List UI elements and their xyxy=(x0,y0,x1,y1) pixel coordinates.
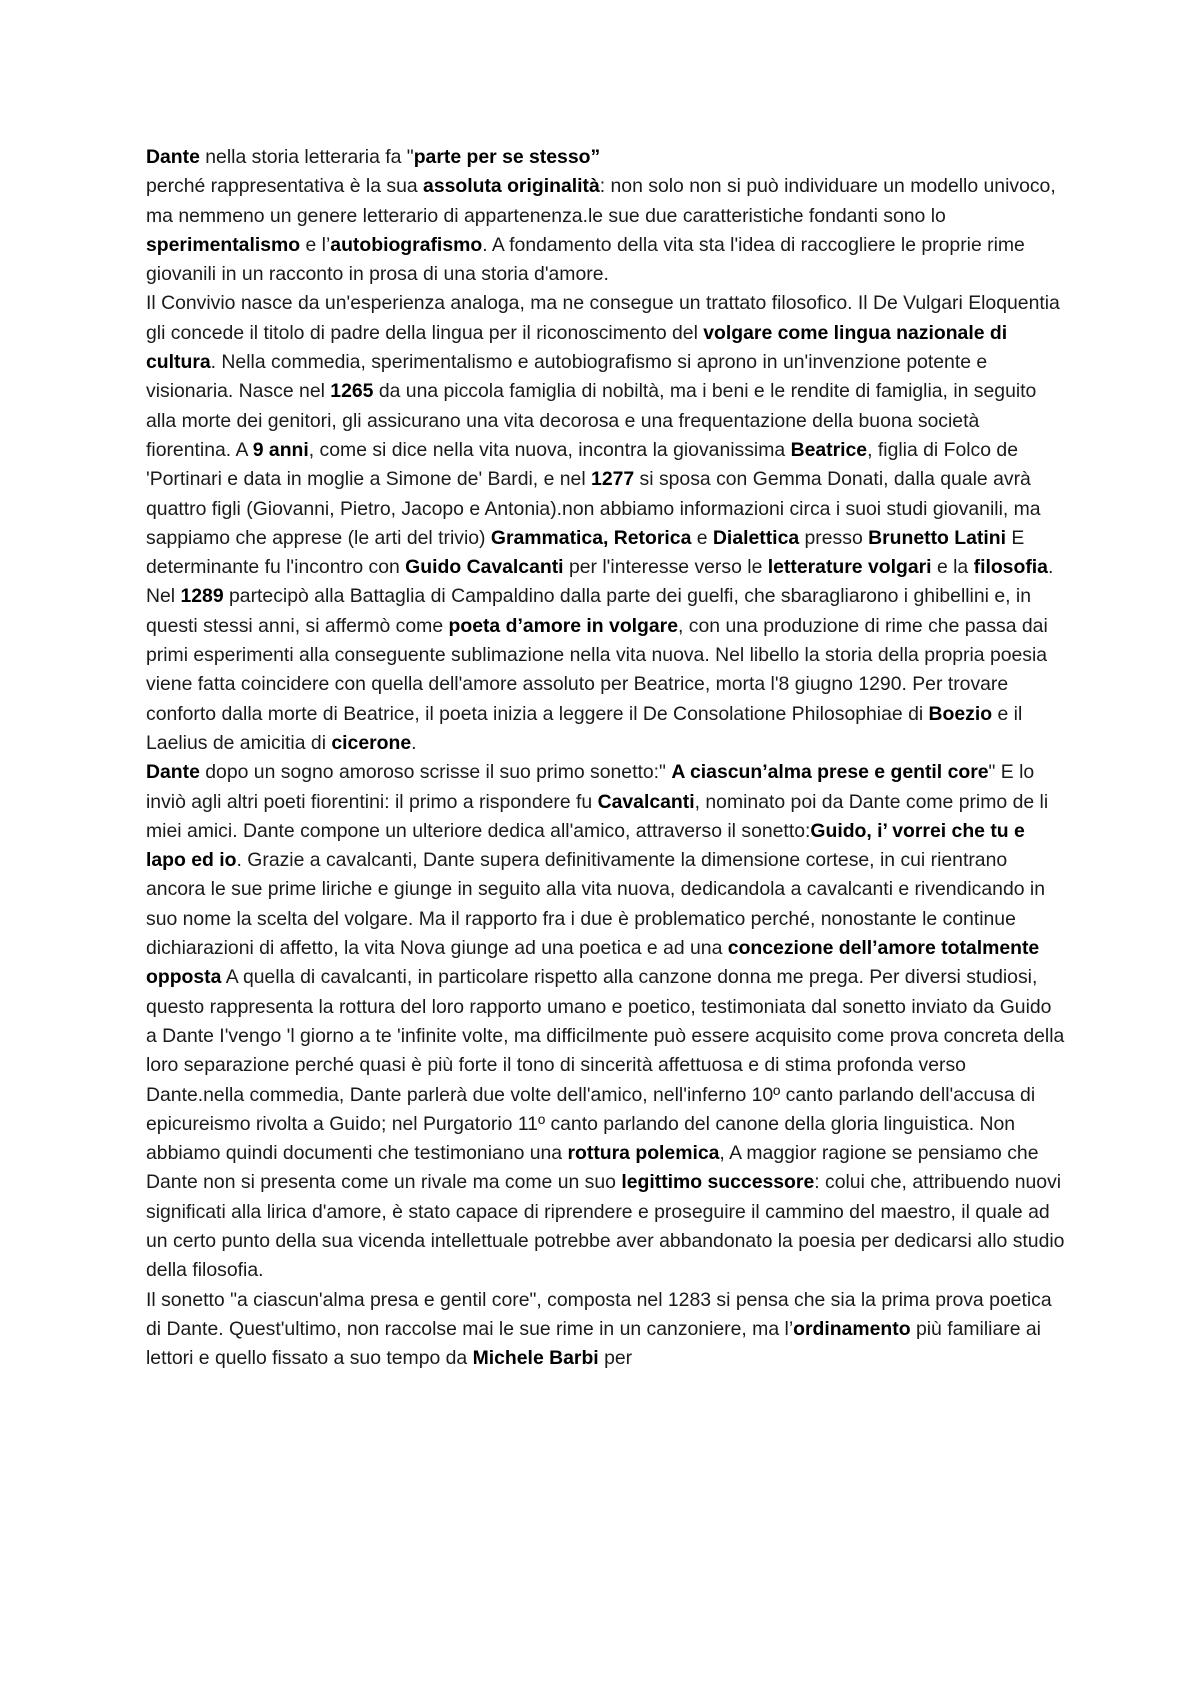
text-run: , come si dice nella vita nuova, incontra la giovanissima xyxy=(308,438,791,461)
text-run: presso xyxy=(799,526,869,549)
paragraph-title-line xyxy=(146,143,1066,172)
bold-run: ordinamento xyxy=(793,1317,911,1340)
bold-run: Dante xyxy=(146,146,200,168)
paragraph-sonetto xyxy=(146,1286,1066,1374)
bold-run: 1265 xyxy=(330,380,374,403)
bold-run: Guido, i’ vorrei che tu e lapo ed io xyxy=(146,819,1025,872)
text-run: per xyxy=(598,1347,633,1370)
text-run: Il Convivio nasce da un'esperienza analoga, ma ne consegue un trattato filosofico. Il De Vulgari Eloquentia gli concede il titolo di padre della lingua per il riconoscimento del xyxy=(146,292,1060,344)
paragraph-intro xyxy=(146,172,1066,289)
text-run: . xyxy=(411,731,417,754)
text-run: dopo un sogno amoroso scrisse il suo primo sonetto:" xyxy=(199,761,672,784)
bold-run: Dialettica xyxy=(712,526,800,549)
text-run: . Nel xyxy=(146,556,1054,608)
bold-run: autobiografismo xyxy=(330,233,483,256)
text-run: , con una produzione di rime che passa dai primi esperimenti alla conseguente sublimazione nella vita nuova. Nel libello la storia della propria poesia viene fatta coincidere con quella dell'amore assoluto per Beatrice, morta l'8 giugno 1290. Per trovare conforto dalla morte di Beatrice, il poeta inizia a leggere il De Consolatione Philosophiae di xyxy=(146,614,1048,725)
bold-run: Michele Barbi xyxy=(472,1347,599,1370)
text-run: , A maggior ragione se pensiamo che Dante non si presenta come un rivale ma come un suo xyxy=(146,1142,1039,1194)
bold-run: Boezio xyxy=(928,702,993,725)
text-run: perché rappresentativa è la sua xyxy=(146,175,424,198)
text-run: Il sonetto "a ciascun'alma presa e gentil core", composta nel 1283 si pensa che sia la prima prova poetica di Dante. Quest'ultimo, non raccolse mai le sue rime in un canzoniere, ma l’ xyxy=(146,1288,1052,1340)
bold-run: letterature volgari xyxy=(767,556,932,579)
text-run: : colui che, attribuendo nuovi significati alla lirica d'amore, è stato capace di riprendere e proseguire il cammino del maestro, il quale ad un certo punto della sua vicenda intellettuale potrebbe aver abbandonato la poesia per dedicarsi allo studio della filosofia. xyxy=(146,1171,1065,1282)
text-run: . Nella commedia, sperimentalismo e autobiografismo si aprono in un'invenzione potente e visionaria. Nasce nel xyxy=(146,351,988,403)
bold-run: legittimo successore xyxy=(621,1171,815,1194)
bold-run: sperimentalismo xyxy=(146,233,301,256)
paragraph-biography xyxy=(146,289,1066,758)
bold-run: 9 anni xyxy=(252,438,309,461)
bold-run: Guido Cavalcanti xyxy=(405,556,564,579)
text-run: e il Laelius de amicitia di xyxy=(146,702,1023,754)
text-run: e la xyxy=(931,556,974,579)
bold-run: Grammatica, Retorica xyxy=(490,526,692,549)
text-run: si sposa con Gemma Donati, dalla quale avrà quattro figli (Giovanni, Pietro, Jacopo e Antonia).non abbiamo informazioni circa i suoi studi giovanili, ma sappiamo che apprese (le arti del trivio) xyxy=(146,468,1041,549)
text-run: , figlia di Folco de 'Portinari e data in moglie a Simone de' Bardi, e nel xyxy=(146,438,1018,491)
text-run: E determinante fu l'incontro con xyxy=(146,526,1025,579)
bold-run: cicerone xyxy=(331,731,412,754)
text-run: più familiare ai lettori e quello fissato a suo tempo da xyxy=(146,1317,1041,1370)
bold-run: Cavalcanti xyxy=(597,790,695,813)
bold-run: filosofia xyxy=(973,556,1048,579)
bold-run: 1289 xyxy=(180,585,224,608)
bold-run: concezione dell’amore totalmente opposta xyxy=(146,937,1040,989)
text-run: e l’ xyxy=(300,233,331,256)
text-run: : non solo non si può individuare un modello univoco, ma nemmeno un genere letterario di appartenenza.le sue due caratteristiche fondanti sono lo xyxy=(146,175,1056,227)
bold-run: Dante xyxy=(146,761,200,784)
text-run: , nominato poi da Dante come primo de li miei amici. Dante compone un ulteriore dedica all'amico, attraverso il sonetto: xyxy=(146,790,1049,842)
bold-run: rottura polemica xyxy=(567,1142,720,1165)
bold-run: 1277 xyxy=(591,468,635,491)
bold-run: Beatrice xyxy=(790,438,868,461)
text-run: . A fondamento della vita sta l'idea di raccogliere le proprie rime giovanili in un racconto in prosa di una storia d'amore. xyxy=(146,233,1025,286)
bold-run: Brunetto Latini xyxy=(868,526,1006,549)
bold-run: poeta d’amore in volgare xyxy=(448,614,679,637)
text-run: " E lo inviò agli altri poeti fiorentini: il primo a rispondere fu xyxy=(146,761,1035,813)
text-run: A quella di cavalcanti, in particolare rispetto alla canzone donna me prega. Per diversi studiosi, questo rappresenta la rottura del loro rapporto umano e poetico, testimoniata dal sonetto inviato da Guido a Dante I'vengo 'l giorno a te 'infinite volte, ma difficilmente può essere acquisito come prova concreta della loro separazione perché quasi è più forte il tono di sincerità affettuosa e di stima profonda verso Dante.nella commedia, Dante parlerà due volte dell'amico, nell'inferno 10º canto parlando dell'accusa di epicureismo rivolta a Guido; nel Purgatorio 11º canto parlando del canone della gloria linguistica. Non abbiamo quindi documenti che testimoniano una xyxy=(146,966,1065,1165)
text-run: partecipò alla Battaglia di Campaldino dalla parte dei guelfi, che sbaragliarono i ghibellini e, in questi stessi anni, si affermò come xyxy=(146,585,1031,637)
bold-run: A ciascun’alma prese e gentil core xyxy=(671,761,989,784)
bold-run: assoluta originalità xyxy=(423,175,600,198)
document-page xyxy=(146,143,1066,1373)
text-run: nella storia letteraria fa " xyxy=(199,146,414,168)
text-run: per l'interesse verso le xyxy=(563,556,768,579)
text-run: da una piccola famiglia di nobiltà, ma i beni e le rendite di famiglia, in seguito alla morte dei genitori, gli assicurano una vita decorosa e una frequentazione della buona società fiorentina. A xyxy=(146,380,1037,461)
text-run: . Grazie a cavalcanti, Dante supera definitivamente la dimensione cortese, in cui rientrano ancora le sue prime liriche e giunge in seguito alla vita nuova, dedicandola a cavalcanti e rivendicando in suo nome la scelta del volgare. Ma il rapporto fra i due è problematico perché, nonostante le continue dichiarazioni di affetto, la vita Nova giunge ad una poetica e ad una xyxy=(146,849,1045,960)
bold-run: parte per se stesso” xyxy=(413,146,601,168)
paragraph-cavalcanti xyxy=(146,758,1066,1285)
bold-run: volgare come lingua nazionale di cultura xyxy=(146,321,1008,374)
text-run: e xyxy=(691,526,713,549)
